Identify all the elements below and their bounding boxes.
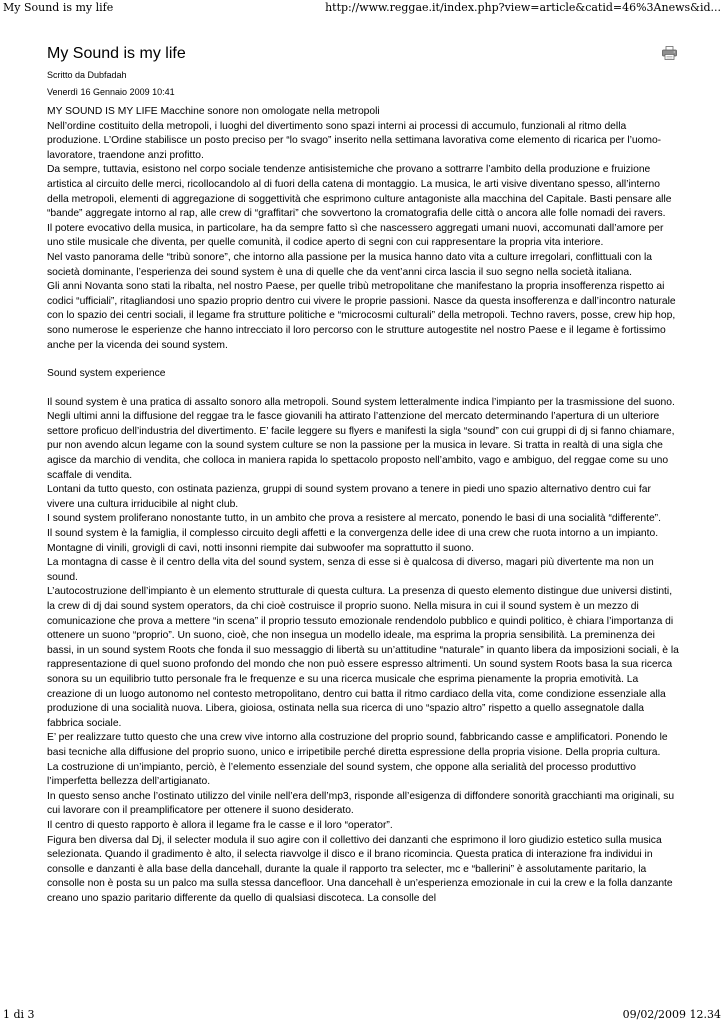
article-body [47, 105, 679, 906]
print-header-title: My Sound is my life [3, 1, 114, 14]
article-paragraph: Nel vasto panorama delle “tribù sonore”, che intorno alla passione per la musica hanno dato vita a culture irregolari, conflittuali con la società dominante, l’esperienza dei sound system è una di quelle che da vent’anni circa lascia il suo segno nella società italiana. [47, 251, 652, 278]
article-paragraph: Il sound system è una pratica di assalto sonoro alla metropoli. Sound system letteralmente indica l’impianto per la trasmissione del suono. [47, 396, 675, 408]
print-header [0, 0, 724, 16]
article-paragraph: MY SOUND IS MY LIFE Macchine sonore non omologate nella metropoli [47, 106, 380, 117]
article-paragraph: Il centro di questo rapporto è allora il legame fra le casse e il loro “operator”. [47, 819, 393, 831]
article-paragraph: L’autocostruzione dell’impianto è un elemento strutturale di questa cultura. La presenza di questo elemento distingue due universi distinti, la crew di dj dai sound system operators, da chi cioè costruisce il proprio suono. Nella misura in cui il sound system è un mezzo di comunicazione che prova a mettere “in scena” il proprio tessuto emozionale rendendolo pubblico e quindi politico, è chiara l’importanza di ottenere un suono “proprio”. Un suono, cioè, che non insegua un modello ideale, ma esprima la propria sensibilità. La preminenza dei bassi, in un sound system Roots che fonda il suo messaggio di libertà su un’attitudine “naturale” in quanto libera da imposizioni sociali, è la rappresentazione di quel suono profondo del mondo che non può essere espresso altrimenti. Un sound system Roots basa la sua ricerca sonora su un equilibrio tutto personale fra le frequenze e su una ricerca musicale che esprima pienamente la propria emotività. La creazione di un luogo autonomo nel contesto metropolitano, dentro cui batta il ritmo cardiaco della vita, come condizione essenziale alla produzione di una socialità nuova. Libera, gioiosa, ostinata nella sua ricerca di uno “spazio altro” rispetto a quello assegnatole dalla fabbrica sociale. [47, 586, 679, 729]
article [47, 44, 679, 906]
article-title: My Sound is my life [47, 45, 186, 62]
page-counter: 1 di 3 [3, 1008, 35, 1021]
article-paragraph: Figura ben diversa dal Dj, il selecter modula il suo agire con il collettivo dei danzanti che esprimono il loro giudizio estetico sulla musica selezionata. Quando il gradimento è alto, il selecta riavvolge il disco e il brano ricomincia. Questa pratica di interazione fra individui in consolle e danzanti è alla base della dancehall, durante la quale il rapporto tra selecter, mc e “ballerini” è assolutamente paritario, la consolle non è posta su un palco ma sulla stessa dancefloor. Una dancehall è un’esperienza emozionale in cui la crew e la folla danzante creano uno spazio paritario differente da quello di qualsiasi discoteca. La consolle del [47, 834, 673, 904]
section-heading: Sound system experience [47, 368, 166, 380]
article-paragraph: Gli anni Novanta sono stati la ribalta, nel nostro Paese, per quelle tribù metropolitane che manifestano la propria insofferenza rispetto ai codici “ufficiali”, ritagliandosi uno spazio proprio dentro cui vivere le proprie passioni. Nasce da questa insofferenza e dall’incontro naturale con lo spazio dei centri sociali, il legame fra strutture politiche e “microcosmi culturali” della metropoli. Techno ravers, posse, crew hip hop, sono numerose le esperienze che hanno intrecciato il loro percorso con le strutture autogestite nel nostro Paese e il legame è fortissimo anche per la vicenda dei sound system. [47, 281, 676, 351]
print-header-url: http://www.reggae.it/index.php?view=article&catid=46%3Anews&id... [325, 1, 721, 14]
article-paragraph: Il sound system è la famiglia, il complesso circuito degli affetti e la convergenza delle idee di una crew che ruota intorno a un impianto. Montagne di vinili, grovigli di cavi, notti insonni riempite dai subwoofer ma soprattutto il suono. [47, 528, 659, 554]
article-paragraph: In questo senso anche l’ostinato utilizzo del vinile nell’era dell’mp3, risponde all’esigenza di diffondere sonorità gracchianti ma originali, su cui lavorare con il preamplificatore per ottenere il suono desiderato. [47, 790, 675, 817]
article-paragraph: I sound system proliferano nonostante tutto, in un ambito che prova a resistere al mercato, ponendo le basi di una socialità “differente”. [47, 513, 661, 525]
article-author: Scritto da Dubfadah [47, 70, 127, 80]
article-paragraph: Il potere evocativo della musica, in particolare, ha da sempre fatto sì che nascessero aggregati umani nuovi, accomunati dall’amore per uno stile musicale che diventa, per quelle comunità, il codice aperto di segni con cui rappresentare la propria vita interiore. [47, 222, 664, 249]
article-paragraph: La costruzione di un’impianto, perciò, è l’elemento essenziale del sound system, che oppone alla serialità del processo produttivo l’imperfetta bellezza dell’artigianato. [47, 761, 636, 788]
article-paragraph: Negli ultimi anni la diffusione del reggae tra le fasce giovanili ha attirato l’attenzione del mercato determinando l’apertura di un ulteriore settore proficuo dell’industria del divertimento. E’ facile leggere su flyers e manifesti la sigla “sound” con cui gruppi di dj si fanno chiamare, pur non avendo alcun legame con la sound system culture se non la passione per la musica in levare. Si tratta in realtà di una sigla che agisce da marchio di vendita, che colloca in maniera rapida lo spettacolo proposto nell’ambito, vago e ambiguo, del reggae come su uno scaffale di vendita. [47, 411, 675, 481]
article-paragraph: La montagna di casse è il centro della vita del sound system, senza di esse si è qualcosa di diverso, magari più divertente ma non un sound. [47, 557, 654, 583]
print-footer [0, 1008, 724, 1024]
article-date: Venerdì 16 Gennaio 2009 10:41 [47, 87, 175, 97]
article-paragraph: Da sempre, tuttavia, esistono nel corpo sociale tendenze antisistemiche che provano a sottrarre l’ambito della produzione e fruizione artistica al circuito delle merci, ricollocandolo al di fuori della catena di montaggio. La musica, le arti visive diventano spesso, all’interno della metropoli, elementi di aggregazione di soggettività che esprimono culture antagoniste alla macchina del Capitale. Basti pensare alle “bande” aggregate intorno al rap, alle crew di “graffitari” che sovvertono la cromatografia delle città o ancora alle folle nomadi dei ravers. [47, 164, 672, 220]
article-paragraph: Nell’ordine costituito della metropoli, i luoghi del divertimento sono spazi interni ai processi di accumulo, funzionali al ritmo della produzione. L’Ordine stabilisce un posto preciso per “lo svago” inserito nella settimana lavorativa come elemento di ricarica per l’uomo-lavoratore, traendone anzi profitto. [47, 120, 662, 161]
print-timestamp: 09/02/2009 12.34 [622, 1008, 721, 1021]
article-paragraph: E’ per realizzare tutto questo che una crew vive intorno alla costruzione del proprio sound, fabbricando casse e amplificatori. Ponendo le basi tecniche alla diffusione del proprio suono, unico e irripetibile perché diretta espressione della propria visione. Della propria cultura. [47, 732, 668, 758]
article-paragraph: Lontani da tutto questo, con ostinata pazienza, gruppi di sound system provano a tenere in piedi uno spazio alternativo dentro cui far vivere una cultura irriducibile al night club. [47, 484, 651, 510]
